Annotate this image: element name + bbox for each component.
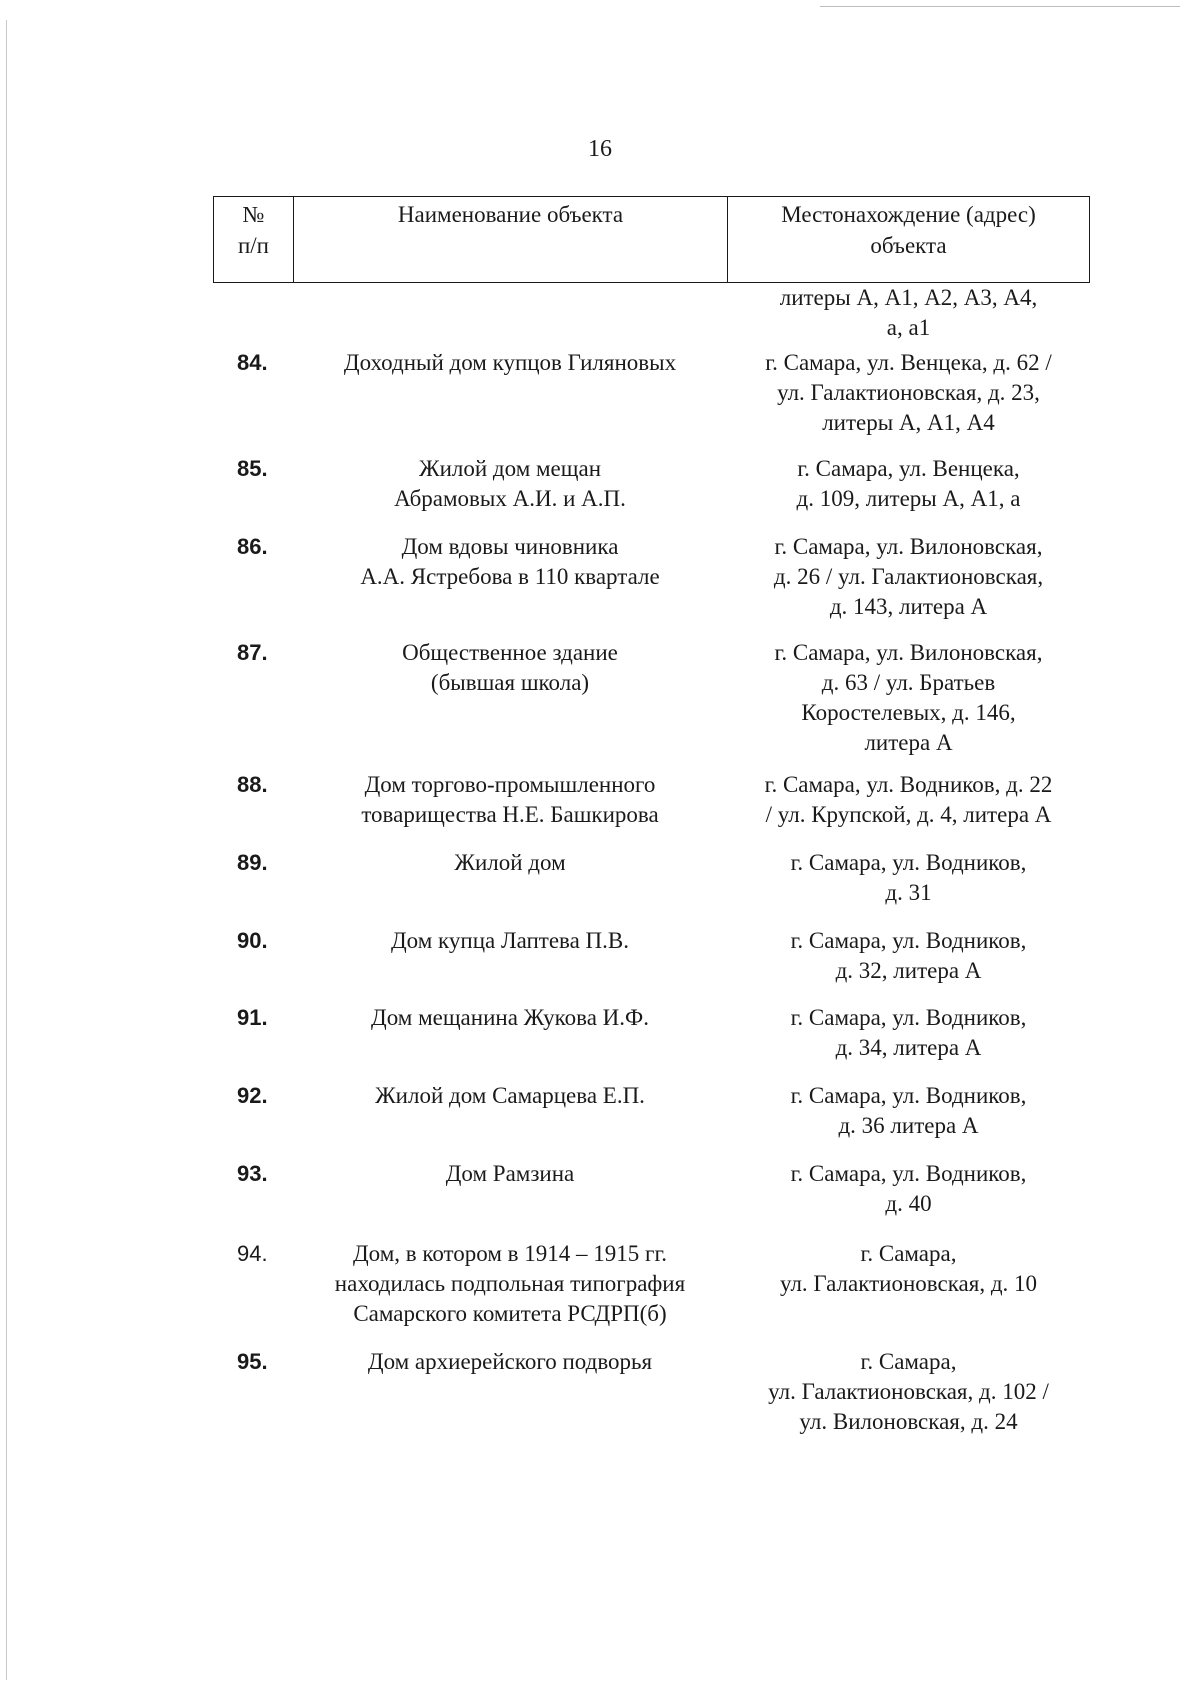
row-number: 94.	[237, 1241, 268, 1266]
object-address	[727, 454, 1090, 514]
row-number: 89.	[237, 850, 268, 875]
name-line: А.А. Ястребова в 110 квартале	[360, 564, 660, 589]
object-name	[293, 1003, 727, 1063]
name-line: Дом архиерейского подворья	[367, 1349, 653, 1374]
address-line: Коростелевых, д. 146,	[801, 700, 1016, 725]
table-row	[213, 1003, 1090, 1063]
object-name	[293, 770, 727, 830]
row-number: 91.	[237, 1005, 268, 1030]
address-line: г. Самара, ул. Водников,	[790, 928, 1027, 953]
address-line: литера А	[864, 730, 953, 755]
address-line: литеры А, А1, А4	[822, 410, 995, 435]
object-name	[293, 848, 727, 908]
address-line: г. Самара,	[860, 1241, 957, 1266]
address-line: а, а1	[886, 315, 931, 340]
address-line: д. 36 литера А	[838, 1113, 979, 1138]
header-address-column	[728, 197, 1089, 282]
scan-edge-top	[820, 6, 1180, 7]
address-line: / ул. Крупской, д. 4, литера А	[765, 802, 1052, 827]
object-name	[293, 1239, 727, 1329]
object-address	[727, 926, 1090, 986]
address-line: д. 26 / ул. Галактионовская,	[773, 564, 1044, 589]
object-name	[293, 454, 727, 514]
object-name	[293, 1159, 727, 1219]
address-line: г. Самара, ул. Вилоновская,	[774, 534, 1043, 559]
address-line: д. 109, литеры А, А1, а	[796, 486, 1021, 511]
address-line: д. 143, литера А	[829, 594, 988, 619]
row-number: 88.	[237, 772, 268, 797]
table-header	[213, 196, 1090, 283]
row-number: 93.	[237, 1161, 268, 1186]
object-address	[727, 638, 1090, 758]
header-num-column	[214, 197, 294, 282]
address-line: ул. Галактионовская, д. 102 /	[768, 1379, 1049, 1404]
table-row	[213, 348, 1090, 438]
name-line: Дом мещанина Жукова И.Ф.	[371, 1005, 649, 1030]
object-name	[293, 532, 727, 622]
row-number: 95.	[237, 1349, 268, 1374]
row-number: 87.	[237, 640, 268, 665]
object-address	[727, 1239, 1090, 1329]
name-line: Доходный дом купцов Гиляновых	[343, 350, 677, 375]
address-line: г. Самара,	[860, 1349, 957, 1374]
table-row	[213, 1347, 1090, 1437]
address-line: г. Самара, ул. Водников,	[790, 1083, 1027, 1108]
table-row	[213, 454, 1090, 514]
object-name	[293, 638, 727, 758]
object-address	[727, 770, 1090, 830]
address-line: г. Самара, ул. Вилоновская,	[774, 640, 1043, 665]
header-name-column	[294, 197, 728, 282]
name-line: Жилой дом Самарцева Е.П.	[375, 1083, 645, 1108]
name-line: Дом вдовы чиновника	[401, 534, 619, 559]
row-number	[213, 283, 293, 343]
table-row	[213, 638, 1090, 758]
table-row	[213, 1239, 1090, 1329]
address-line: г. Самара, ул. Водников,	[790, 1005, 1027, 1030]
address-line: г. Самара, ул. Водников, д. 22	[764, 772, 1053, 797]
object-address	[727, 1347, 1090, 1437]
name-line: Дом торгово-промышленного	[364, 772, 656, 797]
name-line: Жилой дом мещан	[418, 456, 601, 481]
scan-edge-left	[6, 20, 7, 1680]
name-line: товарищества Н.Е. Башкирова	[361, 802, 659, 827]
row-number: 92.	[237, 1083, 268, 1108]
object-name	[293, 926, 727, 986]
page-number: 16	[588, 136, 612, 162]
row-number: 90.	[237, 928, 268, 953]
object-name	[293, 283, 727, 343]
name-line: Жилой дом	[454, 850, 566, 875]
address-line: г. Самара, ул. Водников,	[790, 850, 1027, 875]
table-row	[213, 770, 1090, 830]
name-line: Общественное здание	[402, 640, 618, 665]
object-name	[293, 1347, 727, 1437]
object-address	[727, 1081, 1090, 1141]
name-line: Самарского комитета РСДРП(б)	[353, 1301, 667, 1326]
header-num-abbr: п/п	[237, 233, 269, 258]
header-num-symbol: №	[242, 202, 265, 227]
address-line: ул. Галактионовская, д. 10	[779, 1271, 1038, 1296]
address-line: д. 63 / ул. Братьев	[821, 670, 996, 695]
object-address	[727, 1003, 1090, 1063]
table-row	[213, 1081, 1090, 1141]
object-address	[727, 348, 1090, 438]
continuation-row	[213, 283, 1090, 343]
address-line: ул. Галактионовская, д. 23,	[777, 380, 1040, 405]
header-name-label: Наименование объекта	[397, 202, 624, 227]
object-address	[727, 1159, 1090, 1219]
object-name	[293, 1081, 727, 1141]
row-number: 84.	[237, 350, 268, 375]
table-row	[213, 848, 1090, 908]
object-address	[727, 283, 1090, 343]
address-line: литеры А, А1, А2, А3, А4,	[779, 285, 1038, 310]
name-line: Дом купца Лаптева П.В.	[390, 928, 630, 953]
address-line: г. Самара, ул. Водников,	[790, 1161, 1027, 1186]
name-line: (бывшая школа)	[430, 670, 590, 695]
row-number: 85.	[237, 456, 268, 481]
name-line: находилась подпольная типография	[334, 1271, 686, 1296]
address-line: д. 31	[885, 880, 932, 905]
name-line: Абрамовых А.И. и А.П.	[394, 486, 626, 511]
table-row	[213, 926, 1090, 986]
table-row	[213, 1159, 1090, 1219]
table-row	[213, 532, 1090, 622]
address-line: д. 34, литера А	[835, 1035, 982, 1060]
row-number: 86.	[237, 534, 268, 559]
name-line: Дом, в котором в 1914 – 1915 гг.	[352, 1241, 668, 1266]
address-line: г. Самара, ул. Венцека, д. 62 /	[765, 350, 1052, 375]
address-line: д. 40	[885, 1191, 932, 1216]
header-address-label-line2: объекта	[870, 233, 947, 258]
object-address	[727, 848, 1090, 908]
address-line: ул. Вилоновская, д. 24	[799, 1409, 1018, 1434]
name-line: Дом Рамзина	[445, 1161, 575, 1186]
object-address	[727, 532, 1090, 622]
object-name	[293, 348, 727, 438]
address-line: г. Самара, ул. Венцека,	[797, 456, 1020, 481]
address-line: д. 32, литера А	[835, 958, 982, 983]
header-address-label-line1: Местонахождение (адрес)	[781, 202, 1036, 227]
